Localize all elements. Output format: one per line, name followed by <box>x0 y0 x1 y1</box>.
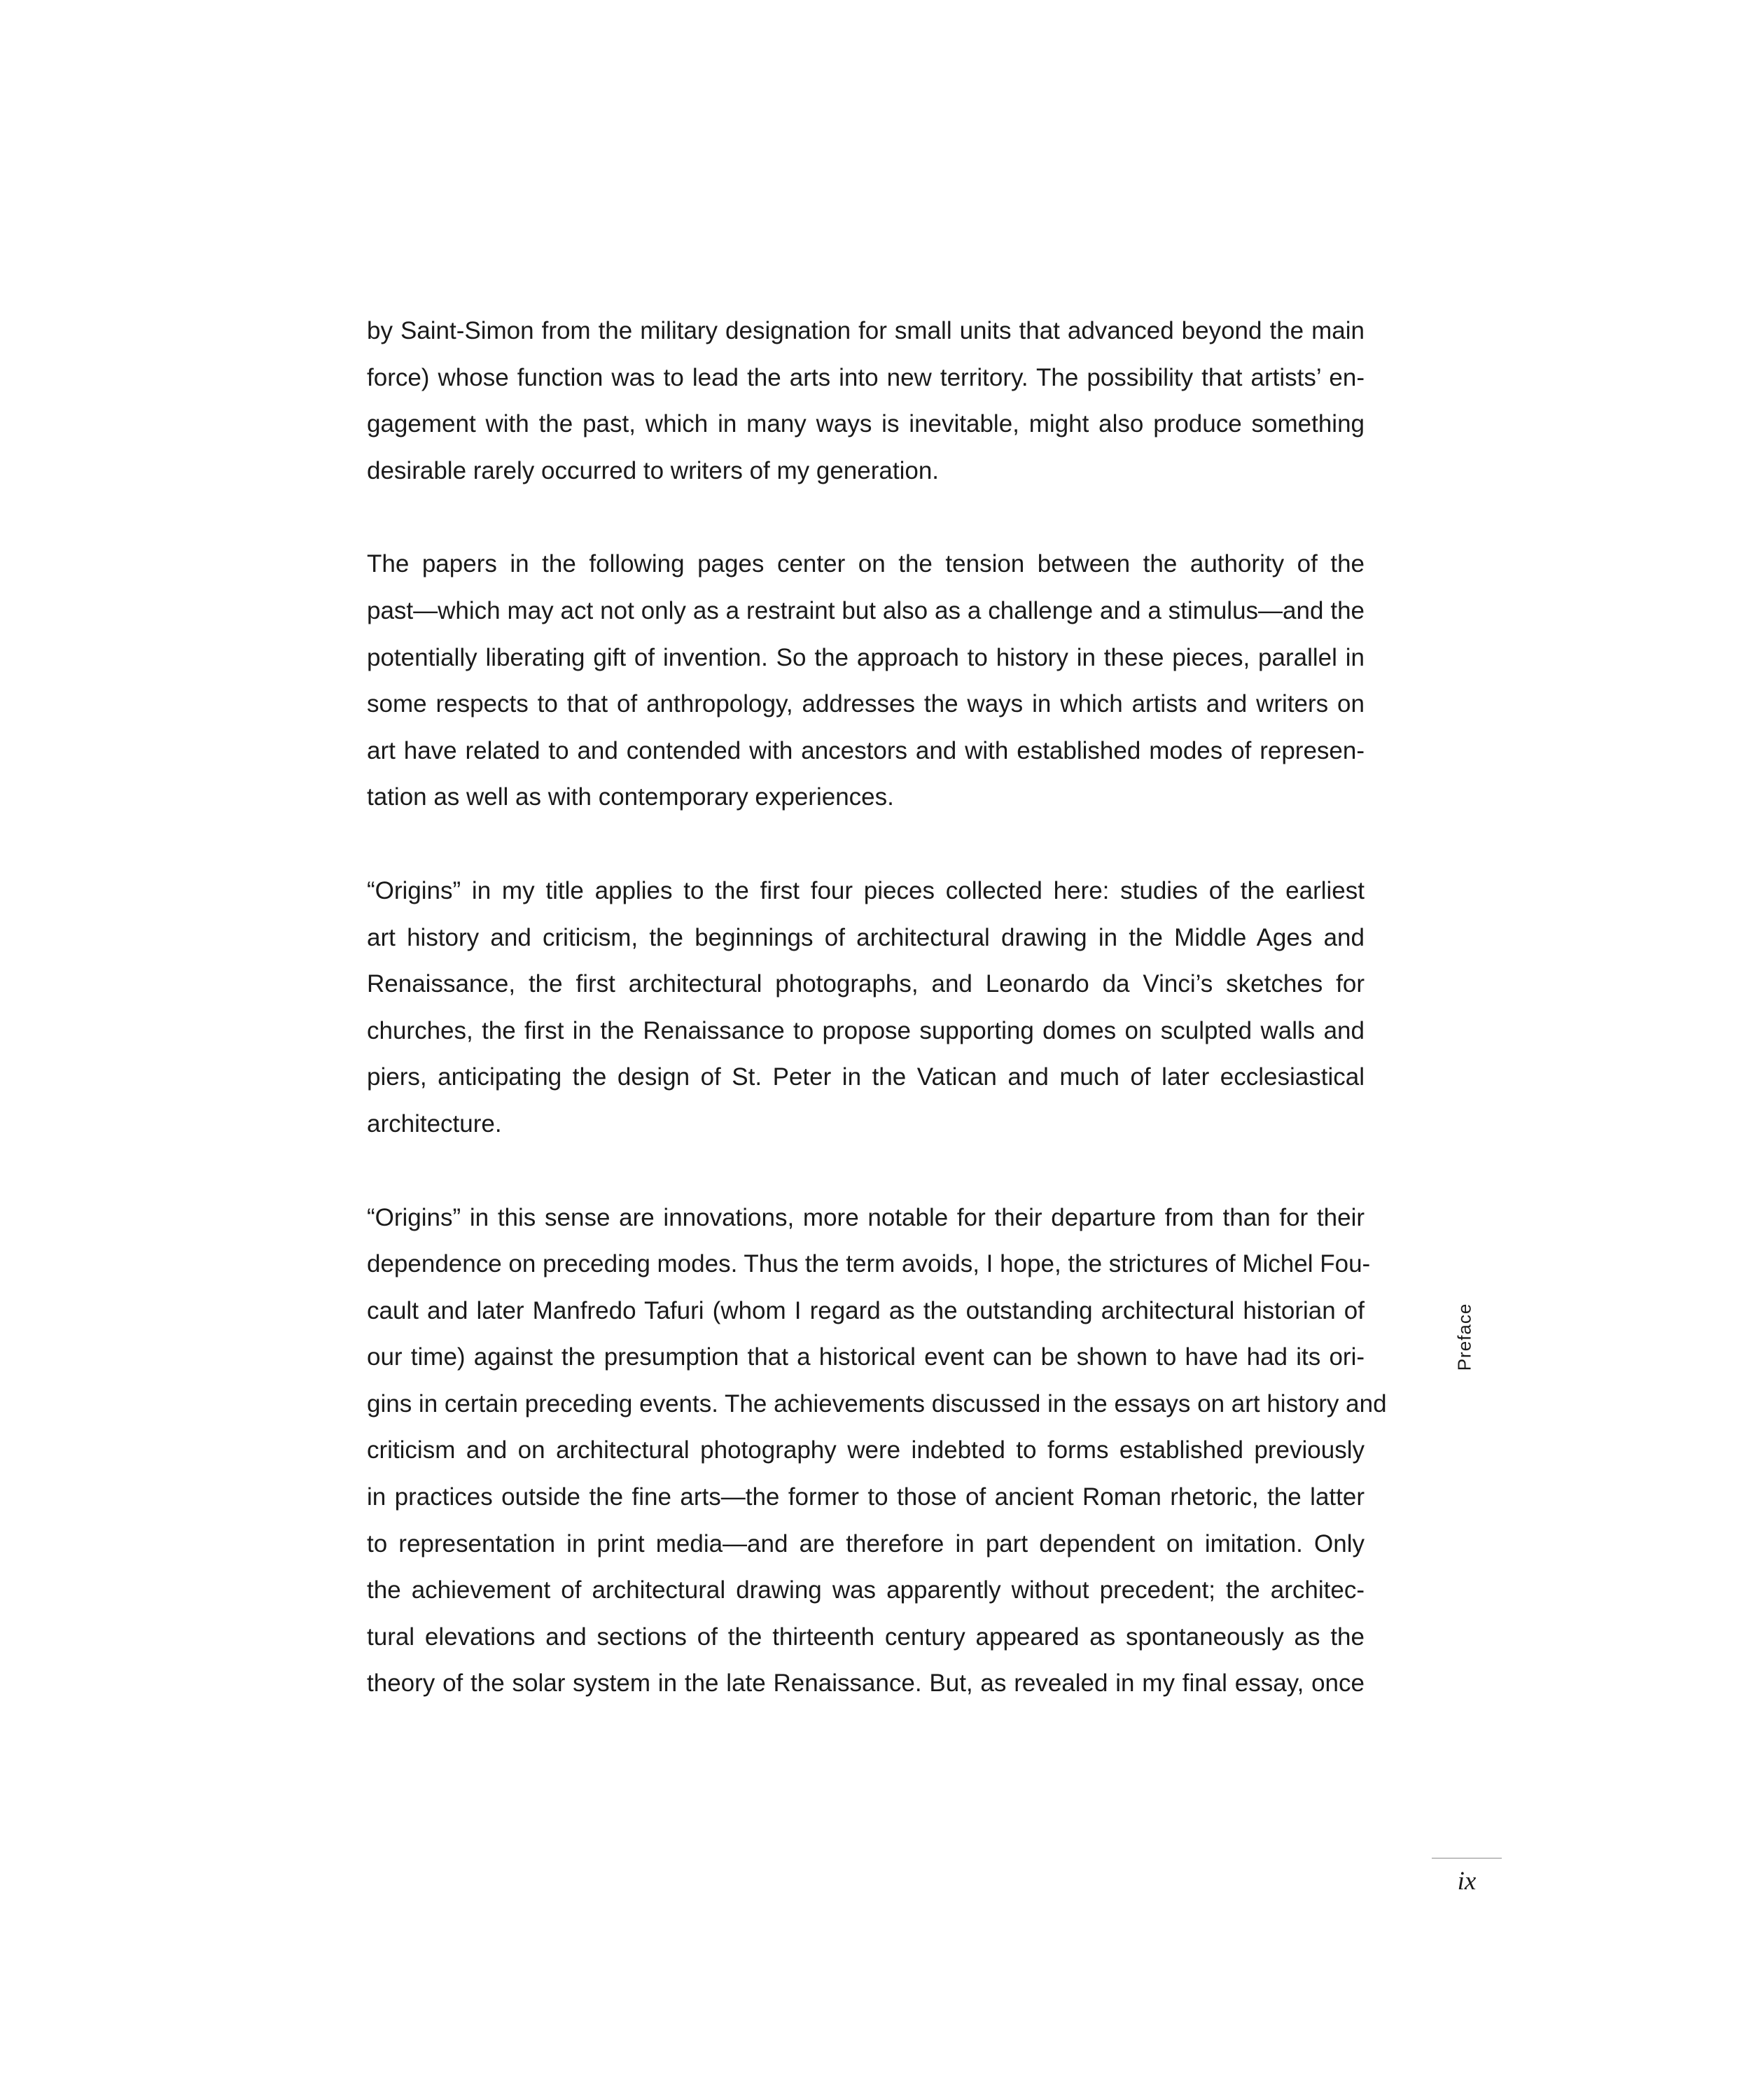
text-line: art have related to and contended with ancestors and with established modes of represen- <box>367 736 1365 764</box>
paragraph-3 <box>367 868 1365 1148</box>
text-line: force) whose function was to lead the arts into new territory. The possibility that artists’ en- <box>367 363 1365 391</box>
body-text <box>367 308 1387 1754</box>
text-line: theory of the solar system in the late Renaissance. But, as revealed in my final essay, once <box>367 1670 1365 1698</box>
text-line: art history and criticism, the beginnings of architectural drawing in the Middle Ages and <box>367 923 1365 951</box>
text-line: piers, anticipating the design of St. Peter in the Vatican and much of later ecclesiastical <box>367 1063 1365 1091</box>
text-line: gagement with the past, which in many ways is inevitable, might also produce something <box>367 410 1365 438</box>
text-line: tation as well as with contemporary experiences. <box>367 783 894 811</box>
text-line: Renaissance, the first architectural photographs, and Leonardo da Vinci’s sketches for <box>367 970 1365 998</box>
page-number: ix <box>1457 1867 1477 1896</box>
text-line: our time) against the presumption that a historical event can be shown to have had its ori- <box>367 1343 1365 1371</box>
text-line: “Origins” in my title applies to the first four pieces collected here: studies of the earliest <box>367 876 1365 904</box>
text-line: the achievement of architectural drawing was apparently without precedent; the architec- <box>367 1576 1365 1604</box>
text-line: The papers in the following pages center on the tension between the authority of the <box>367 550 1365 578</box>
text-line: desirable rarely occurred to writers of my generation. <box>367 456 940 484</box>
text-line: cault and later Manfredo Tafuri (whom I regard as the outstanding architectural historian of <box>367 1296 1365 1324</box>
paragraph-1 <box>367 308 1365 494</box>
text-line: criticism and on architectural photography were indebted to forms established previously <box>367 1436 1365 1464</box>
text-line: potentially liberating gift of invention. So the approach to history in these pieces, parallel in <box>367 643 1365 671</box>
text-line: by Saint-Simon from the military designation for small units that advanced beyond the main <box>367 317 1365 344</box>
text-line: dependence on preceding modes. Thus the term avoids, I hope, the strictures of Michel Fou- <box>367 1250 1371 1278</box>
text-line: gins in certain preceding events. The achievements discussed in the essays on art history and <box>367 1390 1387 1418</box>
text-line: tural elevations and sections of the thirteenth century appeared as spontaneously as the <box>367 1623 1365 1651</box>
text-line: architecture. <box>367 1110 502 1138</box>
paragraph-2 <box>367 541 1365 821</box>
text-line: in practices outside the fine arts—the former to those of ancient Roman rhetoric, the latter <box>367 1483 1365 1511</box>
text-line: churches, the first in the Renaissance to propose supporting domes on sculpted walls and <box>367 1016 1365 1044</box>
text-line: some respects to that of anthropology, addresses the ways in which artists and writers on <box>367 690 1365 718</box>
running-head-label: Preface <box>1453 1303 1475 1371</box>
text-line: past—which may act not only as a restraint but also as a challenge and a stimulus—and the <box>367 596 1365 624</box>
text-line: “Origins” in this sense are innovations, more notable for their departure from than for their <box>367 1203 1365 1231</box>
paragraph-4 <box>367 1195 1387 1708</box>
text-line: to representation in print media—and are therefore in part dependent on imitation. Only <box>367 1530 1365 1558</box>
